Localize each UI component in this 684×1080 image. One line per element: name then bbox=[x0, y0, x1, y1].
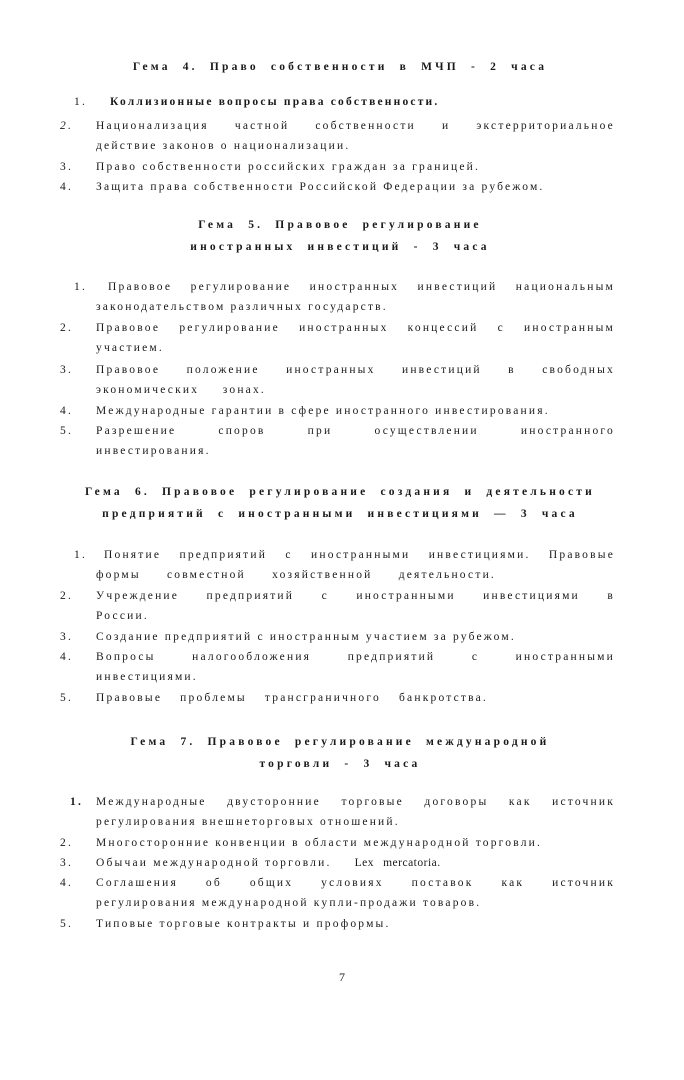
topic-6-title: Гема 6. Правовое регулирование создания и деятельности предприятий с иностранными инвестициями — 3 часа bbox=[85, 486, 595, 520]
topic-7-title: Гема 7. Правовое регулирование международной торговли - 3 часа bbox=[130, 736, 550, 770]
page-number: 7 bbox=[339, 970, 345, 984]
document-page: Гема 4. Право собственности в МЧП - 2 часа 1. Коллизионные вопросы права собственности. 2. Национализация частной собственности и экстерриториальное действие законов о национализации. 3. Право собственности российских граждан за границей. 4. Защита права собственности Российской Федерации за рубежом. Гема 5. Правовое регулирование иностранных инвестиций - 3 часа 1. Правовое регулирование иностранных инвестиций национальным законодательством различных государств. 2. Правовое регулирование иностранных концессий с иностранным участием. 3. Правовое положение иностранных инвестиций в свободных экономических зонах. 4. Международные гарантии в сфере иностранного инвестирования. 5. Разрешение споров при осуществлении иностранного инвестирования. Гема 6. Правовое регулирование создания и деятельности предприятий с иностранными инвестициями — 3 часа 1. Понятие предприятий с иностранными инвестициями. Правовые формы совместной хозяйственной деятельности. 2. Учреждение предприятий с иностранными инвестициями в России. 3. Создание предприятий с иностранным участием за рубежом. 4. Вопросы налогообложения предприятий с иностранными инвестициями. 5. Правовые проблемы трансграничного банкротства. Гема 7. Правовое регулирование международной торговли - 3 часа 1. Международные двусторонние торговые договоры как источник регулирования внешнеторговых отношений. 2. Многосторонние конвенции в области международной торговли. 3. Обычаи международной торговли. Lex mercatoria. 4. Соглашения об общих условиях поставок как источник регулирования международной купли-продажи товаров. 5. Типовые торговые контракты и проформы. 7 bbox=[0, 0, 684, 1080]
topic-4-title: Гема 4. Право собственности в МЧП - 2 часа bbox=[132, 61, 548, 73]
topic-5-title: Гема 5. Правовое регулирование иностранных инвестиций - 3 часа bbox=[190, 219, 490, 253]
